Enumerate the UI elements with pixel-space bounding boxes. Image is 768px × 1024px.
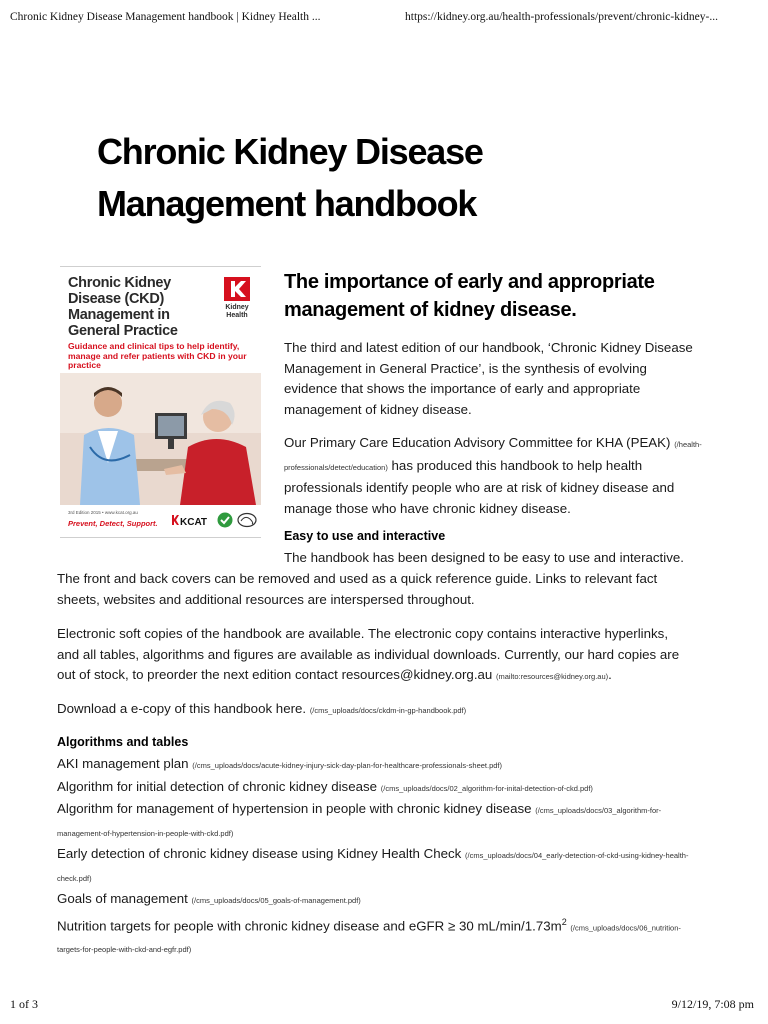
- easy-paragraph: [57, 569, 747, 610]
- cover-photo-doctor-patient: [60, 373, 261, 505]
- list-item[interactable]: [57, 799, 717, 844]
- peak-text: Our Primary Care Education Advisory Committee for KHA (PEAK): [284, 435, 671, 450]
- section-heading-line1: The importance of early and appropriate: [284, 271, 655, 293]
- intro-line: Management in General Practice’, is the synthesis of evolving: [284, 360, 647, 376]
- electronic-period: .: [608, 667, 612, 682]
- easy-line-1: The handbook has been designed to be easy to use and interactive.: [284, 550, 684, 565]
- algorithm-link-url[interactable]: (/cms_uploads/docs/03_algorithm-for-: [535, 806, 662, 815]
- algorithm-link-text[interactable]: AKI management plan: [57, 756, 189, 771]
- algorithm-link-text[interactable]: Algorithm for management of hypertension in people with chronic kidney disease: [57, 801, 532, 816]
- cover-partner-logos-icon: [170, 511, 258, 529]
- page-title-line2: Management handbook: [97, 183, 477, 224]
- download-paragraph: [57, 699, 757, 722]
- algorithm-link-url[interactable]: (/cms_uploads/docs/acute-kidney-injury-sick-day-plan-for-healthcare-professionals-sheet.pdf): [192, 761, 503, 770]
- peak-paragraph: [284, 433, 714, 519]
- algorithms-heading: Algorithms and tables: [57, 735, 189, 749]
- peak-link[interactable]: (/health-: [674, 440, 702, 449]
- algorithm-link-text[interactable]: Nutrition targets for people with chronic kidney disease and eGFR ≥ 30 mL/min/1.73m: [57, 917, 562, 933]
- algorithm-link-text[interactable]: Algorithm for initial detection of chronic kidney disease: [57, 778, 378, 794]
- algorithm-link-url[interactable]: (/cms_uploads/docs/02_algorithm-for-inital-detection-of-ckd.pdf): [380, 783, 593, 793]
- browser-url: https://kidney.org.au/health-professionals/prevent/chronic-kidney-...: [405, 11, 718, 23]
- kcat-text: KCAT: [180, 517, 208, 528]
- kidney-health-logo-icon: [220, 275, 254, 319]
- cover-subtitle: Guidance and clinical tips to help identify, manage and refer patients with CKD in your practice: [68, 341, 247, 370]
- page-title-line1: Chronic Kidney Disease: [97, 131, 483, 172]
- algorithms-list: [57, 754, 717, 961]
- section-heading: [284, 268, 704, 324]
- intro-line: management of kidney disease.: [284, 401, 472, 417]
- logo-text-health: Health: [226, 312, 248, 319]
- algorithm-link-url-cont[interactable]: management-of-hypertension-in-people-with-ckd.pdf): [57, 828, 234, 838]
- peak-text: professionals identify people who are at risk of kidney disease and: [284, 480, 675, 495]
- superscript-2: 2: [561, 916, 567, 927]
- cover-tagline: Prevent, Detect, Support.: [68, 519, 158, 528]
- easy-to-use-heading: Easy to use and interactive: [284, 529, 446, 543]
- logo-text-kidney: Kidney: [225, 304, 249, 311]
- easy-line: sheets, websites and additional resources are interspersed throughout.: [57, 591, 475, 607]
- page-count: 1 of 3: [10, 997, 38, 1011]
- electronic-line: Electronic soft copies of the handbook are available. The electronic copy contains interactive hyperlinks,: [57, 626, 669, 641]
- algorithm-link-url[interactable]: (/cms_uploads/docs/05_goals-of-management.pdf): [191, 896, 361, 905]
- section-heading-line2: management of kidney disease.: [284, 299, 577, 321]
- page-title: [97, 126, 483, 230]
- cover-title: Chronic Kidney Disease (CKD) Management in General Practice: [68, 275, 178, 339]
- list-item[interactable]: [57, 889, 717, 912]
- algorithm-link-url-cont[interactable]: check.pdf): [57, 873, 92, 883]
- download-handbook-url[interactable]: (/cms_uploads/docs/ckdm-in-gp-handbook.pdf): [309, 706, 467, 715]
- list-item[interactable]: [57, 844, 717, 889]
- browser-page-title: Chronic Kidney Disease Management handbook | Kidney Health ...: [10, 11, 321, 23]
- electronic-line: and all tables, algorithms and figures are available as individual downloads. Currently, our hard copies are: [57, 646, 680, 662]
- intro-line: The third and latest edition of our handbook, ‘Chronic Kidney Disease: [284, 340, 693, 355]
- peak-text: manage those who have chronic kidney disease.: [284, 500, 571, 516]
- print-timestamp: 9/12/19, 7:08 pm: [671, 997, 754, 1011]
- peak-text: has produced this handbook to help health: [391, 457, 643, 473]
- intro-line: evidence that shows the importance of early and appropriate: [284, 381, 641, 396]
- easy-line: The front and back covers can be removed and used as a quick reference guide. Links to relevant fact: [57, 571, 658, 586]
- resources-email-link[interactable]: (mailto:resources@kidney.org.au): [496, 672, 609, 681]
- list-item[interactable]: [57, 912, 717, 961]
- algorithm-link-url[interactable]: (/cms_uploads/docs/06_nutrition-: [570, 922, 681, 932]
- list-item[interactable]: [57, 754, 717, 777]
- algorithm-link-text[interactable]: Early detection of chronic kidney disease using Kidney Health Check: [57, 846, 462, 861]
- list-item[interactable]: [57, 777, 717, 800]
- electronic-copies-paragraph: [57, 624, 757, 688]
- cover-edition: 3rd Edition 2015 • www.kcat.org.au: [68, 510, 138, 515]
- handbook-cover-image: [60, 266, 261, 538]
- algorithm-link-url[interactable]: (/cms_uploads/docs/04_early-detection-of-ckd-using-kidney-health-: [465, 851, 689, 860]
- download-handbook-link[interactable]: Download a e-copy of this handbook here.: [57, 701, 307, 716]
- algorithm-link-text[interactable]: Goals of management: [57, 891, 188, 906]
- algorithm-link-url-cont[interactable]: targets-for-people-with-ckd-and-egfr.pdf): [57, 945, 192, 955]
- electronic-line: out of stock, to preorder the next edition contact resources@kidney.org.au: [57, 667, 493, 682]
- peak-link-cont[interactable]: professionals/detect/education): [284, 462, 388, 472]
- intro-paragraph: [284, 338, 714, 420]
